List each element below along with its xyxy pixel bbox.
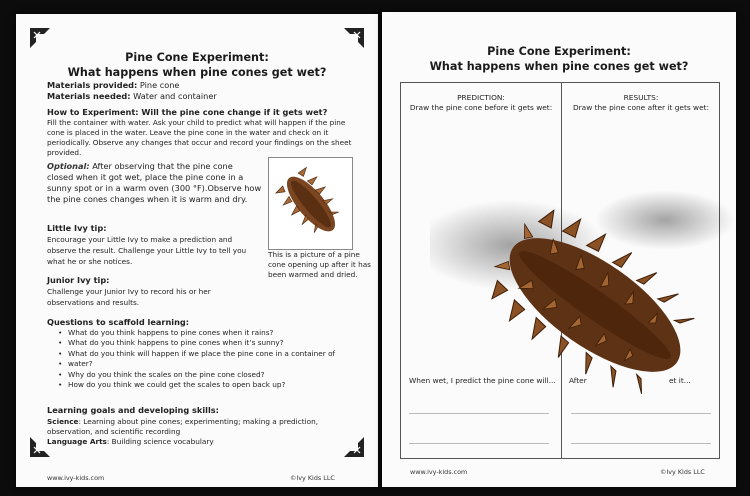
list-item: • What do you think will happen if we place the pine cone in a container of (58, 349, 335, 359)
writing-line (409, 443, 549, 444)
list-item: • water? (58, 359, 335, 369)
junior-ivy-line: Challenge your Junior Ivy to record his or her (47, 287, 211, 296)
corner-ornament-icon (30, 28, 50, 48)
writing-line (571, 443, 711, 444)
page-title: Pine Cone Experiment: (487, 45, 631, 58)
pinecone-shadow (595, 190, 735, 250)
photo-caption: This is a picture of a pine (268, 250, 360, 259)
page-subtitle: What happens when pine cones get wet? (67, 66, 327, 79)
how-to-line: provided. (47, 148, 82, 157)
corner-ornament-icon (344, 28, 364, 48)
photo-caption: been warmed and dried. (268, 270, 358, 279)
list-item: • How do you think we could get the scales to open back up? (58, 380, 335, 390)
prediction-heading: PREDICTION: (457, 93, 505, 102)
materials-provided: Materials provided: Pine cone (47, 80, 180, 90)
little-ivy-line: Encourage your Little Ivy to make a prediction and (47, 235, 233, 244)
optional-line: the pine cones changes when it is warm and dry. (47, 194, 248, 204)
language-goal: Language Arts: Building science vocabulary (47, 437, 214, 446)
list-item: • What do you think happens to pine cones when it’s sunny? (58, 338, 335, 348)
page-subtitle: What happens when pine cones get wet? (429, 60, 689, 73)
how-to-line: Fill the container with water. Ask your child to predict what will happen if the pine (47, 118, 346, 127)
science-goal: Science: Learning about pine cones; experimenting; making a prediction, (47, 417, 319, 426)
how-to-heading: How to Experiment: Will the pine cone change if it gets wet? (47, 107, 328, 117)
optional-line: closed when it got wet, place the pine cone in a (47, 172, 244, 182)
results-prompt-end: et it... (669, 376, 691, 385)
results-prompt-start: After (569, 376, 587, 385)
little-ivy-line: what he or she notices. (47, 257, 133, 266)
optional-line: Optional: After observing that the pine cone (47, 161, 233, 171)
pinecone-photo (268, 157, 353, 250)
optional-line: sunny spot or in a warm oven (300 °F).Observe how (47, 183, 262, 193)
footer-copyright: ©Ivy Kids LLC (290, 474, 335, 482)
how-to-line: periodically. Observe any changes that occur and record your findings on the sheet (47, 138, 352, 147)
little-ivy-heading: Little Ivy tip: (47, 223, 107, 233)
pinecone-object (430, 190, 736, 420)
junior-ivy-heading: Junior Ivy tip: (47, 275, 110, 285)
little-ivy-line: observe the result. Challenge your Little Ivy to tell you (47, 246, 247, 255)
how-to-line: cone is placed in the water. Leave the pine cone in the water and check on it (47, 128, 329, 137)
footer-copyright: ©Ivy Kids LLC (660, 468, 705, 476)
goals-heading: Learning goals and developing skills: (47, 405, 219, 415)
pinecone-image (269, 158, 352, 249)
list-item: • What do you think happens to pine cones when it rains? (58, 328, 335, 338)
footer-url: www.ivy-kids.com (47, 474, 105, 482)
instruction-sheet (16, 14, 378, 487)
footer-url: www.ivy-kids.com (410, 468, 468, 476)
photo-caption: cone opening up after it has (268, 260, 371, 269)
results-heading: RESULTS: (623, 93, 659, 102)
materials-needed: Materials needed: Water and container (47, 91, 217, 101)
questions-list (58, 328, 335, 390)
science-goal-cont: observation, and scientific recording (47, 427, 181, 436)
page-title: Pine Cone Experiment: (125, 51, 269, 64)
prediction-instruction: Draw the pine cone before it gets wet: (409, 103, 553, 112)
questions-heading: Questions to scaffold learning: (47, 317, 190, 327)
list-item: • Why do you think the scales on the pine cone closed? (58, 370, 335, 380)
corner-ornament-icon (344, 437, 364, 457)
junior-ivy-line: observations and results. (47, 298, 140, 307)
results-instruction: Draw the pine cone after it gets wet: (572, 103, 710, 112)
prediction-prompt: When wet, I predict the pine cone will... (409, 376, 556, 385)
